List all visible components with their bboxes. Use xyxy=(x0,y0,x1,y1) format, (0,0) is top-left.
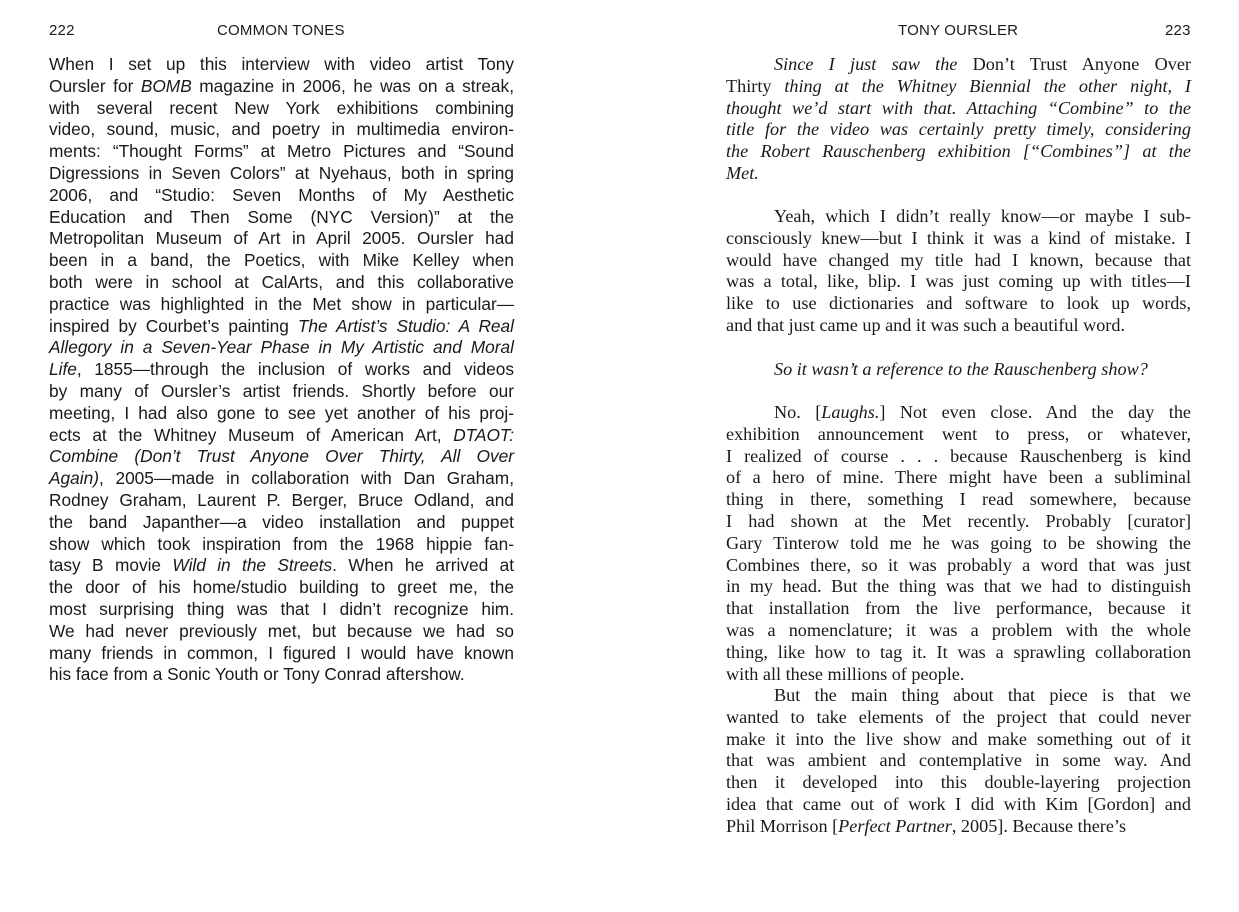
text-line xyxy=(726,163,1191,185)
text-run: Life xyxy=(49,359,77,380)
text-run: Don’t Trust Anyone Over xyxy=(972,54,1191,74)
text-run: magazine in 2006, he was on a streak, xyxy=(191,75,514,96)
text-run: The Artist’s Studio: A Real xyxy=(297,315,514,336)
text-line xyxy=(49,468,514,490)
text-line xyxy=(49,664,514,686)
running-head: TONY OURSLER xyxy=(898,22,1019,39)
text-run: Since I just saw the xyxy=(774,54,973,74)
text-run: then it developed into this double-layering projection xyxy=(726,772,1191,793)
interview-answer xyxy=(726,685,1191,838)
text-run: many friends in common, I figured I would have known xyxy=(49,642,514,663)
text-run: wanted to take elements of the project that could never xyxy=(726,706,1191,727)
text-run: We had never previously met, but because we had so xyxy=(49,620,514,641)
text-run: inspired by Courbet’s painting xyxy=(49,315,298,336)
page-number: 222 xyxy=(49,22,75,39)
text-line xyxy=(49,534,514,556)
text-run: Digressions in Seven Colors” at Nyehaus, both in spring xyxy=(49,162,514,183)
text-run: tasy B movie xyxy=(49,555,173,576)
text-line xyxy=(726,98,1191,120)
text-run: both were in school at CalArts, and this collaborative xyxy=(49,271,514,292)
text-line xyxy=(49,425,514,447)
text-line xyxy=(726,293,1191,315)
interview-answer xyxy=(726,402,1191,685)
text-line xyxy=(726,141,1191,163)
text-run: , 1855—through the inclusion of works and videos xyxy=(76,359,514,380)
text-run: the Robert Rauschenberg exhibition [“Combines”] at the xyxy=(726,141,1191,162)
text-run: been in a band, the Poetics, with Mike Kelley when xyxy=(49,250,514,271)
running-head: COMMON TONES xyxy=(217,22,345,39)
text-run: Wild in the Streets xyxy=(172,555,333,576)
text-line xyxy=(49,294,514,316)
text-run: of a hero of mine. There might have been a subliminal xyxy=(726,467,1191,488)
text-line xyxy=(49,272,514,294)
text-run: meeting, I had also gone to see yet another of his proj- xyxy=(49,402,514,423)
text-run: Thirty xyxy=(726,75,772,96)
text-run: Oursler for xyxy=(49,75,141,96)
page-number: 223 xyxy=(1165,22,1191,39)
text-run: ments: “Thought Forms” at Metro Pictures and “Sound xyxy=(49,141,514,162)
text-line xyxy=(726,446,1191,468)
text-line xyxy=(726,772,1191,794)
text-run: , 2005]. Because there’s xyxy=(951,815,1127,836)
text-line xyxy=(49,577,514,599)
text-line xyxy=(726,228,1191,250)
text-line xyxy=(726,576,1191,598)
text-run: with all these millions of people. xyxy=(726,663,965,684)
text-run: BOMB xyxy=(140,75,192,96)
text-line xyxy=(726,315,1191,337)
text-line xyxy=(726,729,1191,751)
text-run: Laughs. xyxy=(821,402,880,422)
text-line xyxy=(726,598,1191,620)
text-line xyxy=(49,643,514,665)
text-run: I had shown at the Met recently. Probably [curator] xyxy=(726,510,1191,531)
text-line xyxy=(726,206,1191,228)
text-line xyxy=(726,54,1191,76)
text-run: in my head. But the thing was that we had to distinguish xyxy=(726,576,1191,597)
text-run: Combines there, so it was probably a word that was just xyxy=(726,554,1191,575)
text-run: Yeah, which I didn’t really know—or maybe I sub- xyxy=(774,206,1191,226)
text-line xyxy=(726,511,1191,533)
text-run: Combine (Don’t Trust Anyone Over Thirty, All Over xyxy=(49,446,514,467)
text-run: show which took inspiration from the 1968 hippie fan- xyxy=(49,533,514,554)
text-line xyxy=(49,337,514,359)
text-run: Again) xyxy=(49,468,99,489)
text-line xyxy=(49,403,514,425)
text-run: make it into the live show and make something out of it xyxy=(726,728,1191,749)
text-run: Rodney Graham, Laurent P. Berger, Bruce Odland, and xyxy=(49,489,514,510)
text-run: was a total, like, blip. I was just coming up with titles—I xyxy=(726,271,1191,292)
text-line xyxy=(726,555,1191,577)
text-line xyxy=(49,512,514,534)
text-line xyxy=(726,794,1191,816)
text-run: that installation from the live performance, because it xyxy=(726,598,1191,619)
text-line xyxy=(726,664,1191,686)
text-run: But the main thing about that piece is that we xyxy=(774,685,1191,705)
text-line xyxy=(726,816,1191,838)
text-line xyxy=(49,316,514,338)
text-line xyxy=(726,642,1191,664)
text-run: 2006, and “Studio: Seven Months of My Aesthetic xyxy=(49,184,514,205)
text-run: . When he arrived at xyxy=(332,555,514,576)
text-run: Met. xyxy=(726,162,759,183)
text-line xyxy=(726,707,1191,729)
text-line xyxy=(49,250,514,272)
text-run: , 2005—made in collaboration with Dan Graham, xyxy=(98,468,514,489)
text-line xyxy=(726,402,1191,424)
right-page xyxy=(620,0,1239,912)
text-line xyxy=(726,359,1191,381)
text-line xyxy=(49,119,514,141)
text-line xyxy=(726,467,1191,489)
text-run: When I set up this interview with video artist Tony xyxy=(49,54,514,74)
text-run: most surprising thing was that I didn’t recognize him. xyxy=(49,598,514,619)
text-line xyxy=(49,359,514,381)
text-run: idea that came out of work I did with Kim [Gordon] and xyxy=(726,793,1191,814)
text-run: his face from a Sonic Youth or Tony Conrad aftershow. xyxy=(49,664,465,685)
interview-question xyxy=(726,54,1191,185)
text-line xyxy=(726,250,1191,272)
text-line xyxy=(49,446,514,468)
text-line xyxy=(49,228,514,250)
text-run: Phil Morrison [ xyxy=(726,815,839,836)
text-run: and that just came up and it was such a beautiful word. xyxy=(726,314,1126,335)
text-run: by many of Oursler’s artist friends. Shortly before our xyxy=(49,380,514,401)
text-line xyxy=(49,163,514,185)
text-line xyxy=(49,141,514,163)
text-run: DTAOT: xyxy=(453,424,514,445)
text-line xyxy=(49,381,514,403)
text-run: Allegory in a Seven-Year Phase in My Artistic and Moral xyxy=(49,337,514,358)
text-run: thought we’d start with that. Attaching “Combine” to the xyxy=(726,97,1191,118)
text-run: Metropolitan Museum of Art in April 2005. Oursler had xyxy=(49,228,514,249)
text-run: thing in there, something I read somewhere, because xyxy=(726,489,1191,510)
interview-answer xyxy=(726,206,1191,337)
text-run: practice was highlighted in the Met show in particular— xyxy=(49,293,514,314)
text-run: title for the video was certainly pretty timely, considering xyxy=(726,119,1191,140)
text-run: Gary Tinterow told me he was going to be showing the xyxy=(726,532,1191,553)
text-line xyxy=(726,750,1191,772)
text-line xyxy=(49,54,514,76)
text-run: ects at the Whitney Museum of American Art, xyxy=(49,424,454,445)
text-line xyxy=(49,185,514,207)
text-run: No. [ xyxy=(774,402,822,422)
text-run: exhibition announcement went to press, or whatever, xyxy=(726,423,1191,444)
text-line xyxy=(726,489,1191,511)
text-line xyxy=(49,621,514,643)
text-run: with several recent New York exhibitions combining xyxy=(49,97,514,118)
text-line xyxy=(49,599,514,621)
text-run: was a nomenclature; it was a problem with the whole xyxy=(726,619,1191,640)
text-line xyxy=(49,207,514,229)
interview-question xyxy=(726,359,1191,381)
text-line xyxy=(726,533,1191,555)
text-run: Perfect Partner xyxy=(838,815,952,836)
text-run: video, sound, music, and poetry in multimedia environ- xyxy=(49,119,514,140)
text-line xyxy=(49,98,514,120)
text-line xyxy=(726,271,1191,293)
text-run: like to use dictionaries and software to look up words, xyxy=(726,293,1191,314)
text-line xyxy=(726,620,1191,642)
text-run: Education and Then Some (NYC Version)” at the xyxy=(49,206,514,227)
text-run: the band Japanther—a video installation and puppet xyxy=(49,511,514,532)
text-line xyxy=(726,424,1191,446)
text-line xyxy=(49,490,514,512)
text-run: thing at the Whitney Biennial the other night, I xyxy=(771,75,1191,96)
text-line xyxy=(49,76,514,98)
text-run: the door of his home/studio building to greet me, the xyxy=(49,577,514,598)
text-run: So it wasn’t a reference to the Rauschenberg show? xyxy=(774,359,1148,379)
text-line xyxy=(726,76,1191,98)
text-run: would have changed my title had I known, because that xyxy=(726,249,1191,270)
intro-paragraph xyxy=(49,54,514,686)
text-line xyxy=(726,119,1191,141)
text-line xyxy=(726,685,1191,707)
text-line xyxy=(49,555,514,577)
text-run: consciously knew—but I think it was a kind of mistake. I xyxy=(726,227,1191,248)
text-run: that was ambient and contemplative in some way. And xyxy=(726,750,1191,771)
text-run: thing, like how to tag it. It was a sprawling collaboration xyxy=(726,641,1191,662)
text-run: ] Not even close. And the day the xyxy=(879,402,1191,422)
text-run: I realized of course . . . because Rauschenberg is kind xyxy=(726,445,1191,466)
